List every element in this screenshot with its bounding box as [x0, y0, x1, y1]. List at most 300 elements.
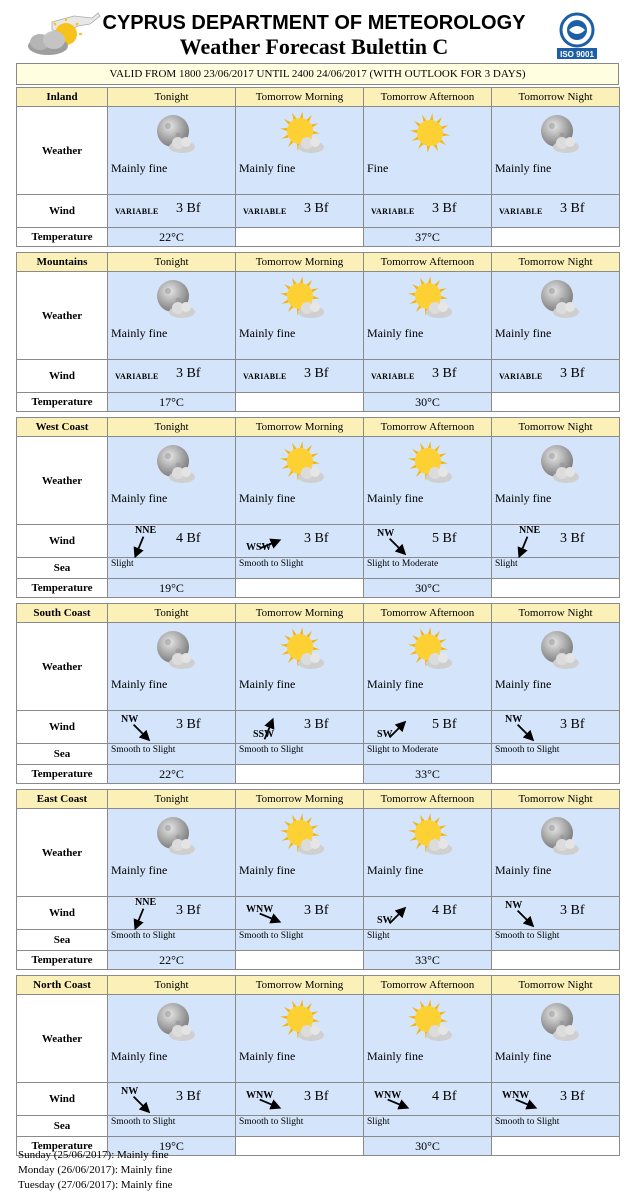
- row-label-sea: Sea: [17, 558, 108, 579]
- weather-text: Mainly fine: [111, 326, 168, 340]
- period-header: Tomorrow Morning: [236, 88, 364, 107]
- moon-cloud-icon: [532, 441, 586, 487]
- sea-state: Smooth to Slight: [111, 745, 176, 755]
- moon-cloud-icon: [532, 999, 586, 1045]
- validity-period: VALID FROM 1800 23/06/2017 UNTIL 2400 24/06/2017 (WITH OUTLOOK FOR 3 DAYS): [16, 63, 619, 85]
- temperature-cell: [492, 228, 620, 247]
- temperature-cell: [364, 765, 492, 784]
- wind-cell: [492, 1083, 620, 1116]
- weather-text: Mainly fine: [495, 161, 552, 175]
- wind-force: 3 Bf: [176, 1089, 201, 1104]
- sea-cell: [492, 1116, 620, 1137]
- sun-cloud-icon: [276, 276, 330, 322]
- weather-cell: [492, 437, 620, 525]
- sun-cloud-icon: [404, 813, 458, 859]
- sea-cell: [492, 558, 620, 579]
- sea-cell: [108, 558, 236, 579]
- sea-row: [17, 558, 620, 579]
- wind-cell: [492, 525, 620, 558]
- weather-text: Mainly fine: [111, 161, 168, 175]
- weather-row: [17, 995, 620, 1083]
- row-label-weather: Weather: [17, 809, 108, 897]
- outlook-line: Sunday (25/06/2017): Mainly fine: [18, 1149, 169, 1161]
- wind-direction: VARIABLE: [371, 372, 415, 381]
- weather-text: Fine: [367, 161, 389, 175]
- weather-cell: [236, 272, 364, 360]
- iso-label: ISO 9001: [560, 50, 594, 59]
- weather-cell: [108, 437, 236, 525]
- sun-cloud-icon: [276, 627, 330, 673]
- wind-row: [17, 195, 620, 228]
- region-table: [16, 87, 620, 247]
- sun-cloud-icon: [276, 813, 330, 859]
- wind-force: 3 Bf: [560, 903, 585, 918]
- wind-direction: NNE: [135, 897, 157, 908]
- period-header: Tomorrow Night: [492, 88, 620, 107]
- temperature-row: [17, 765, 620, 784]
- weather-cell: [108, 272, 236, 360]
- wind-force: 4 Bf: [432, 903, 457, 918]
- period-header: Tomorrow Afternoon: [364, 790, 492, 809]
- row-label-weather: Weather: [17, 437, 108, 525]
- weather-row: [17, 623, 620, 711]
- weather-text: Mainly fine: [367, 863, 424, 877]
- wind-force: 3 Bf: [304, 1089, 329, 1104]
- row-label-weather: Weather: [17, 272, 108, 360]
- weather-row: [17, 809, 620, 897]
- period-header: Tomorrow Morning: [236, 253, 364, 272]
- weather-cell: [492, 809, 620, 897]
- row-label-sea: Sea: [17, 744, 108, 765]
- wind-force: 3 Bf: [304, 531, 329, 546]
- sun-cloud-icon: [404, 441, 458, 487]
- wind-force: 5 Bf: [432, 717, 457, 732]
- wind-direction: NW: [505, 714, 523, 725]
- wind-cell: [108, 525, 236, 558]
- wind-direction: NW: [121, 1086, 139, 1097]
- moon-cloud-icon: [148, 441, 202, 487]
- wind-direction: NNE: [519, 525, 541, 536]
- period-header: Tomorrow Morning: [236, 790, 364, 809]
- wind-direction: SW: [377, 729, 393, 740]
- sea-state: Slight: [495, 559, 518, 569]
- wind-cell: [108, 195, 236, 228]
- temperature-cell: [364, 393, 492, 412]
- moon-cloud-icon: [532, 111, 586, 157]
- header: [0, 0, 628, 62]
- wind-cell: [108, 711, 236, 744]
- weather-cell: [492, 107, 620, 195]
- sea-row: [17, 930, 620, 951]
- temperature-cell: [236, 765, 364, 784]
- region-name: East Coast: [17, 790, 108, 809]
- temperature-value: 22°C: [159, 230, 184, 244]
- wind-direction: VARIABLE: [243, 207, 287, 216]
- sea-state: Smooth to Slight: [239, 931, 304, 941]
- region-table: [16, 975, 620, 1156]
- period-header: Tonight: [108, 976, 236, 995]
- region-name: South Coast: [17, 604, 108, 623]
- wind-force: 3 Bf: [176, 717, 201, 732]
- wind-cell: [492, 897, 620, 930]
- row-label-wind: Wind: [17, 1083, 108, 1116]
- row-label-weather: Weather: [17, 623, 108, 711]
- sun-cloud-icon: [404, 999, 458, 1045]
- sea-state: Smooth to Slight: [239, 1117, 304, 1127]
- moon-cloud-icon: [532, 276, 586, 322]
- sea-cell: [236, 930, 364, 951]
- region-header-row: [17, 976, 620, 995]
- period-header: Tonight: [108, 253, 236, 272]
- outlook-line: Monday (26/06/2017): Mainly fine: [18, 1164, 173, 1176]
- weather-text: Mainly fine: [367, 677, 424, 691]
- period-header: Tomorrow Night: [492, 976, 620, 995]
- wind-force: 3 Bf: [176, 903, 201, 918]
- sea-state: Smooth to Slight: [239, 745, 304, 755]
- temperature-row: [17, 228, 620, 247]
- wind-direction: VARIABLE: [243, 372, 287, 381]
- period-header: Tonight: [108, 604, 236, 623]
- moon-cloud-icon: [532, 627, 586, 673]
- wind-cell: [236, 711, 364, 744]
- temperature-value: 30°C: [415, 581, 440, 595]
- wind-force: 3 Bf: [560, 531, 585, 546]
- wind-direction: VARIABLE: [499, 372, 543, 381]
- weather-cell: [364, 107, 492, 195]
- moon-cloud-icon: [148, 813, 202, 859]
- row-label-temperature: Temperature: [17, 1137, 108, 1156]
- row-label-weather: Weather: [17, 995, 108, 1083]
- weather-text: Mainly fine: [367, 1049, 424, 1063]
- weather-cell: [108, 107, 236, 195]
- wind-direction: VARIABLE: [371, 207, 415, 216]
- sea-state: Smooth to Slight: [495, 1117, 560, 1127]
- row-label-wind: Wind: [17, 195, 108, 228]
- wind-force: 3 Bf: [560, 366, 585, 381]
- sun-icon: [404, 111, 458, 157]
- wind-cell: [108, 1083, 236, 1116]
- outlook-line: Tuesday (27/06/2017): Mainly fine: [18, 1179, 173, 1191]
- region-table: [16, 603, 620, 784]
- outlook: [18, 1148, 173, 1193]
- weather-row: [17, 107, 620, 195]
- period-header: Tomorrow Morning: [236, 604, 364, 623]
- temperature-value: 33°C: [415, 953, 440, 967]
- period-header: Tomorrow Night: [492, 418, 620, 437]
- period-header: Tomorrow Morning: [236, 418, 364, 437]
- period-header: Tonight: [108, 418, 236, 437]
- sea-cell: [364, 930, 492, 951]
- wind-direction: VARIABLE: [115, 207, 159, 216]
- sea-state: Smooth to Slight: [495, 931, 560, 941]
- wind-force: 3 Bf: [304, 903, 329, 918]
- sun-cloud-icon: [276, 999, 330, 1045]
- region-table: [16, 252, 620, 412]
- temperature-cell: [492, 579, 620, 598]
- sea-cell: [364, 744, 492, 765]
- sea-cell: [108, 930, 236, 951]
- wind-direction: NNE: [135, 525, 157, 536]
- wind-cell: [108, 360, 236, 393]
- temperature-value: 33°C: [415, 767, 440, 781]
- row-label-temperature: Temperature: [17, 765, 108, 784]
- region-header-row: [17, 790, 620, 809]
- temperature-value: 30°C: [415, 1139, 440, 1153]
- weather-cell: [236, 809, 364, 897]
- sun-cloud-icon: [276, 111, 330, 157]
- weather-cell: [364, 809, 492, 897]
- period-header: Tomorrow Afternoon: [364, 604, 492, 623]
- wind-cell: [492, 711, 620, 744]
- row-label-wind: Wind: [17, 525, 108, 558]
- weather-text: Mainly fine: [111, 491, 168, 505]
- wind-cell: [492, 360, 620, 393]
- region-name: Mountains: [17, 253, 108, 272]
- sea-state: Smooth to Slight: [111, 1117, 176, 1127]
- sea-state: Smooth to Slight: [111, 931, 176, 941]
- period-header: Tomorrow Night: [492, 253, 620, 272]
- weather-text: Mainly fine: [239, 1049, 296, 1063]
- wind-direction: NW: [505, 900, 523, 911]
- row-label-wind: Wind: [17, 711, 108, 744]
- wind-row: [17, 1083, 620, 1116]
- row-label-sea: Sea: [17, 930, 108, 951]
- weather-text: Mainly fine: [495, 1049, 552, 1063]
- temperature-value: 19°C: [159, 581, 184, 595]
- wind-cell: [108, 897, 236, 930]
- weather-text: Mainly fine: [495, 326, 552, 340]
- wind-cell: [492, 195, 620, 228]
- row-label-wind: Wind: [17, 360, 108, 393]
- wind-row: [17, 360, 620, 393]
- wind-force: 3 Bf: [304, 717, 329, 732]
- sun-cloud-icon: [404, 627, 458, 673]
- temperature-value: 17°C: [159, 395, 184, 409]
- sea-cell: [364, 1116, 492, 1137]
- temperature-cell: [364, 951, 492, 970]
- period-header: Tomorrow Afternoon: [364, 418, 492, 437]
- region-table: [16, 789, 620, 970]
- temperature-value: 22°C: [159, 953, 184, 967]
- weather-cell: [108, 809, 236, 897]
- temperature-cell: [108, 393, 236, 412]
- wind-cell: [236, 360, 364, 393]
- temperature-cell: [492, 765, 620, 784]
- period-header: Tomorrow Morning: [236, 976, 364, 995]
- weather-cell: [236, 995, 364, 1083]
- wind-force: 4 Bf: [432, 1089, 457, 1104]
- region-header-row: [17, 253, 620, 272]
- wind-direction: WNW: [502, 1090, 530, 1101]
- weather-cell: [236, 107, 364, 195]
- wind-direction: WNW: [246, 1090, 274, 1101]
- temperature-cell: [364, 228, 492, 247]
- weather-text: Mainly fine: [111, 863, 168, 877]
- temperature-cell: [364, 579, 492, 598]
- wind-force: 3 Bf: [304, 201, 329, 216]
- wind-direction: WNW: [374, 1090, 402, 1101]
- sea-row: [17, 744, 620, 765]
- weather-cell: [492, 623, 620, 711]
- temperature-row: [17, 951, 620, 970]
- wind-direction: SSW: [253, 729, 275, 740]
- temperature-cell: [236, 951, 364, 970]
- row-label-wind: Wind: [17, 897, 108, 930]
- sun-cloud-icon: [404, 276, 458, 322]
- sea-state: Smooth to Slight: [495, 745, 560, 755]
- row-label-temperature: Temperature: [17, 228, 108, 247]
- wind-force: 3 Bf: [176, 201, 201, 216]
- moon-cloud-icon: [148, 999, 202, 1045]
- period-header: Tonight: [108, 790, 236, 809]
- wind-force: 3 Bf: [432, 201, 457, 216]
- moon-cloud-icon: [532, 813, 586, 859]
- weather-text: Mainly fine: [239, 677, 296, 691]
- sea-state: Slight: [367, 931, 390, 941]
- temperature-cell: [236, 1137, 364, 1156]
- temperature-value: 30°C: [415, 395, 440, 409]
- cyprus-weather-logo-icon: [22, 10, 102, 60]
- wind-direction: NW: [377, 528, 395, 539]
- wind-direction: SW: [377, 915, 393, 926]
- sea-cell: [236, 1116, 364, 1137]
- sea-cell: [236, 558, 364, 579]
- sea-cell: [492, 744, 620, 765]
- wind-direction: NW: [121, 714, 139, 725]
- weather-text: Mainly fine: [495, 491, 552, 505]
- region-header-row: [17, 418, 620, 437]
- region-name: West Coast: [17, 418, 108, 437]
- sea-state: Slight: [111, 559, 134, 569]
- sea-cell: [108, 1116, 236, 1137]
- wind-row: [17, 897, 620, 930]
- temperature-cell: [108, 228, 236, 247]
- temperature-cell: [492, 1137, 620, 1156]
- weather-text: Mainly fine: [367, 491, 424, 505]
- row-label-temperature: Temperature: [17, 393, 108, 412]
- weather-text: Mainly fine: [367, 326, 424, 340]
- wind-cell: [236, 897, 364, 930]
- weather-cell: [236, 623, 364, 711]
- weather-text: Mainly fine: [111, 677, 168, 691]
- sea-state: Slight to Moderate: [367, 559, 439, 569]
- wind-cell: [364, 1083, 492, 1116]
- weather-cell: [364, 437, 492, 525]
- iso-certification-logo-icon: [555, 12, 599, 60]
- wind-direction: WNW: [246, 904, 274, 915]
- weather-text: Mainly fine: [239, 491, 296, 505]
- period-header: Tomorrow Afternoon: [364, 253, 492, 272]
- temperature-cell: [364, 1137, 492, 1156]
- wind-cell: [364, 195, 492, 228]
- temperature-value: 19°C: [159, 1139, 184, 1153]
- wind-force: 3 Bf: [304, 366, 329, 381]
- wind-force: 3 Bf: [560, 1089, 585, 1104]
- weather-row: [17, 437, 620, 525]
- weather-cell: [108, 623, 236, 711]
- sea-row: [17, 1116, 620, 1137]
- weather-cell: [492, 272, 620, 360]
- wind-cell: [364, 360, 492, 393]
- page-title: CYPRUS DEPARTMENT OF METEOROLOGY: [102, 12, 526, 34]
- region-name: North Coast: [17, 976, 108, 995]
- moon-cloud-icon: [148, 627, 202, 673]
- region-header-row: [17, 88, 620, 107]
- wind-direction: VARIABLE: [499, 207, 543, 216]
- page-subtitle: Weather Forecast Bulettin C: [179, 34, 449, 59]
- moon-cloud-icon: [148, 111, 202, 157]
- weather-text: Mainly fine: [495, 863, 552, 877]
- period-header: Tomorrow Afternoon: [364, 976, 492, 995]
- temperature-value: 22°C: [159, 767, 184, 781]
- row-label-temperature: Temperature: [17, 951, 108, 970]
- period-header: Tomorrow Night: [492, 604, 620, 623]
- sea-state: Slight to Moderate: [367, 745, 439, 755]
- row-label-sea: Sea: [17, 1116, 108, 1137]
- wind-force: 4 Bf: [176, 531, 201, 546]
- wind-force: 3 Bf: [560, 201, 585, 216]
- temperature-value: 37°C: [415, 230, 440, 244]
- sun-cloud-icon: [276, 441, 330, 487]
- period-header: Tomorrow Night: [492, 790, 620, 809]
- region-header-row: [17, 604, 620, 623]
- weather-text: Mainly fine: [239, 161, 296, 175]
- temperature-cell: [236, 393, 364, 412]
- sea-cell: [108, 744, 236, 765]
- temperature-row: [17, 393, 620, 412]
- sea-cell: [364, 558, 492, 579]
- wind-direction: WSW: [246, 542, 272, 553]
- temperature-cell: [108, 951, 236, 970]
- wind-force: 3 Bf: [176, 366, 201, 381]
- wind-cell: [364, 897, 492, 930]
- wind-force: 5 Bf: [432, 531, 457, 546]
- wind-row: [17, 525, 620, 558]
- row-label-temperature: Temperature: [17, 579, 108, 598]
- wind-force: 3 Bf: [432, 366, 457, 381]
- weather-cell: [364, 272, 492, 360]
- sea-cell: [492, 930, 620, 951]
- wind-cell: [236, 1083, 364, 1116]
- temperature-cell: [492, 951, 620, 970]
- weather-text: Mainly fine: [495, 677, 552, 691]
- weather-cell: [108, 995, 236, 1083]
- weather-text: Mainly fine: [111, 1049, 168, 1063]
- temperature-cell: [492, 393, 620, 412]
- weather-text: Mainly fine: [239, 863, 296, 877]
- wind-row: [17, 711, 620, 744]
- row-label-weather: Weather: [17, 107, 108, 195]
- weather-text: Mainly fine: [239, 326, 296, 340]
- weather-cell: [492, 995, 620, 1083]
- wind-cell: [236, 195, 364, 228]
- temperature-cell: [108, 579, 236, 598]
- sea-cell: [236, 744, 364, 765]
- moon-cloud-icon: [148, 276, 202, 322]
- period-header: Tomorrow Afternoon: [364, 88, 492, 107]
- temperature-cell: [108, 765, 236, 784]
- period-header: Tonight: [108, 88, 236, 107]
- sea-state: Slight: [367, 1117, 390, 1127]
- wind-cell: [236, 525, 364, 558]
- wind-direction: VARIABLE: [115, 372, 159, 381]
- wind-cell: [364, 525, 492, 558]
- weather-cell: [364, 623, 492, 711]
- forecast-sections: [16, 87, 619, 1161]
- weather-cell: [236, 437, 364, 525]
- sea-state: Smooth to Slight: [239, 559, 304, 569]
- temperature-cell: [236, 228, 364, 247]
